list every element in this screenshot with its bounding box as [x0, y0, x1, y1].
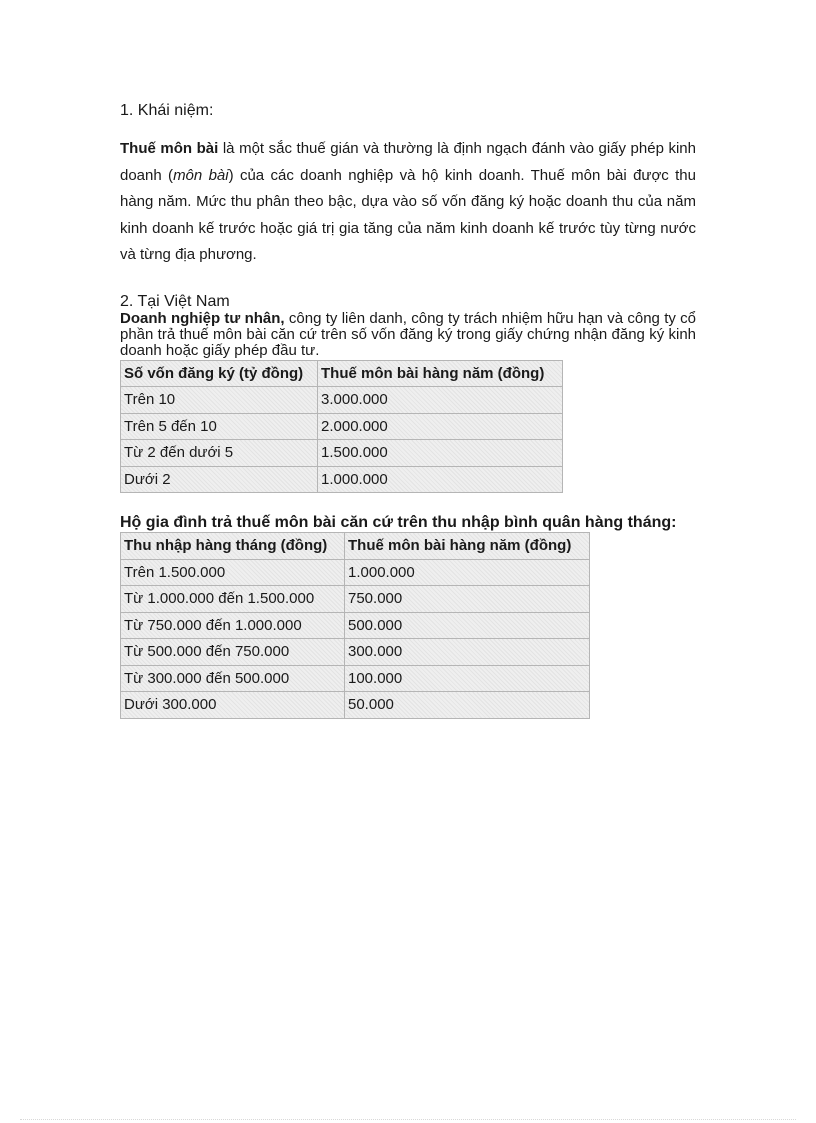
document-page [120, 100, 696, 719]
enterprise-lead-bold: Doanh nghiệp tư nhân, [120, 309, 285, 327]
enterprise-paragraph [120, 311, 696, 359]
capital-tax-table [120, 360, 563, 494]
concept-text-a: là một sắc thuế gián và thường là định ngạch đánh vào giấy phép kinh doanh ( [120, 140, 696, 184]
concept-text-b: ) của các doanh nghiệp và hộ kinh doanh. Thuế môn bài được thu hàng năm. Mức thu phân theo bậc, dựa vào số vốn đăng ký hoặc doanh thu của năm kinh doanh kế trước hoặc giá trị gia tăng của năm kinh doanh kế trước tùy từng nước và từng địa phương. [120, 166, 696, 263]
table-cell: Dưới 300.000 [121, 692, 345, 719]
table-cell: 100.000 [345, 665, 590, 692]
table-cell: 750.000 [345, 586, 590, 613]
table-header-cell: Thuế môn bài hàng năm (đồng) [345, 533, 590, 560]
table-header-row [121, 533, 590, 560]
table-cell: Từ 500.000 đến 750.000 [121, 639, 345, 666]
table-row [121, 612, 590, 639]
table-cell: Từ 750.000 đến 1.000.000 [121, 612, 345, 639]
section-heading-vietnam: 2. Tại Việt Nam [120, 292, 230, 310]
table-row [121, 692, 590, 719]
term-italic: môn bài [173, 166, 229, 184]
table-header-cell: Thuế môn bài hàng năm (đồng) [318, 360, 563, 387]
table-row [121, 440, 563, 467]
table-cell: 3.000.000 [318, 387, 563, 414]
table-cell: 50.000 [345, 692, 590, 719]
table-row [121, 586, 590, 613]
table-cell: Dưới 2 [121, 466, 318, 493]
table-row [121, 665, 590, 692]
table-cell: Từ 1.000.000 đến 1.500.000 [121, 586, 345, 613]
section-heading-concept: 1. Khái niệm: [120, 102, 214, 119]
term-bold: Thuế môn bài [120, 140, 219, 157]
table-cell: Từ 300.000 đến 500.000 [121, 665, 345, 692]
table-cell: 300.000 [345, 639, 590, 666]
table-cell: 500.000 [345, 612, 590, 639]
table-row [121, 413, 563, 440]
concept-paragraph [120, 136, 696, 269]
table-header-cell: Số vốn đăng ký (tỷ đồng) [121, 360, 318, 387]
page-bottom-divider [20, 1119, 796, 1120]
table-row [121, 639, 590, 666]
enterprise-lead-text: công ty liên danh, công ty trách nhiệm hữu hạn và công ty cổ phần trả thuế môn bài căn cứ trên số vốn đăng ký trong giấy chứng nhận đăng ký kinh doanh hoặc giấy phép đầu tư. [120, 309, 697, 359]
table-cell: 1.000.000 [318, 466, 563, 493]
income-tax-table [120, 532, 590, 719]
table-cell: Trên 1.500.000 [121, 559, 345, 586]
table-row [121, 559, 590, 586]
table-header-cell: Thu nhập hàng tháng (đồng) [121, 533, 345, 560]
household-heading: Hộ gia đình trả thuế môn bài căn cứ trên thu nhập bình quân hàng tháng: [120, 514, 677, 531]
table-row [121, 466, 563, 493]
table-cell: Trên 5 đến 10 [121, 413, 318, 440]
table-cell: 1.500.000 [318, 440, 563, 467]
table-cell: 1.000.000 [345, 559, 590, 586]
table-cell: 2.000.000 [318, 413, 563, 440]
table-cell: Trên 10 [121, 387, 318, 414]
table-header-row [121, 360, 563, 387]
table-cell: Từ 2 đến dưới 5 [121, 440, 318, 467]
table-row [121, 387, 563, 414]
